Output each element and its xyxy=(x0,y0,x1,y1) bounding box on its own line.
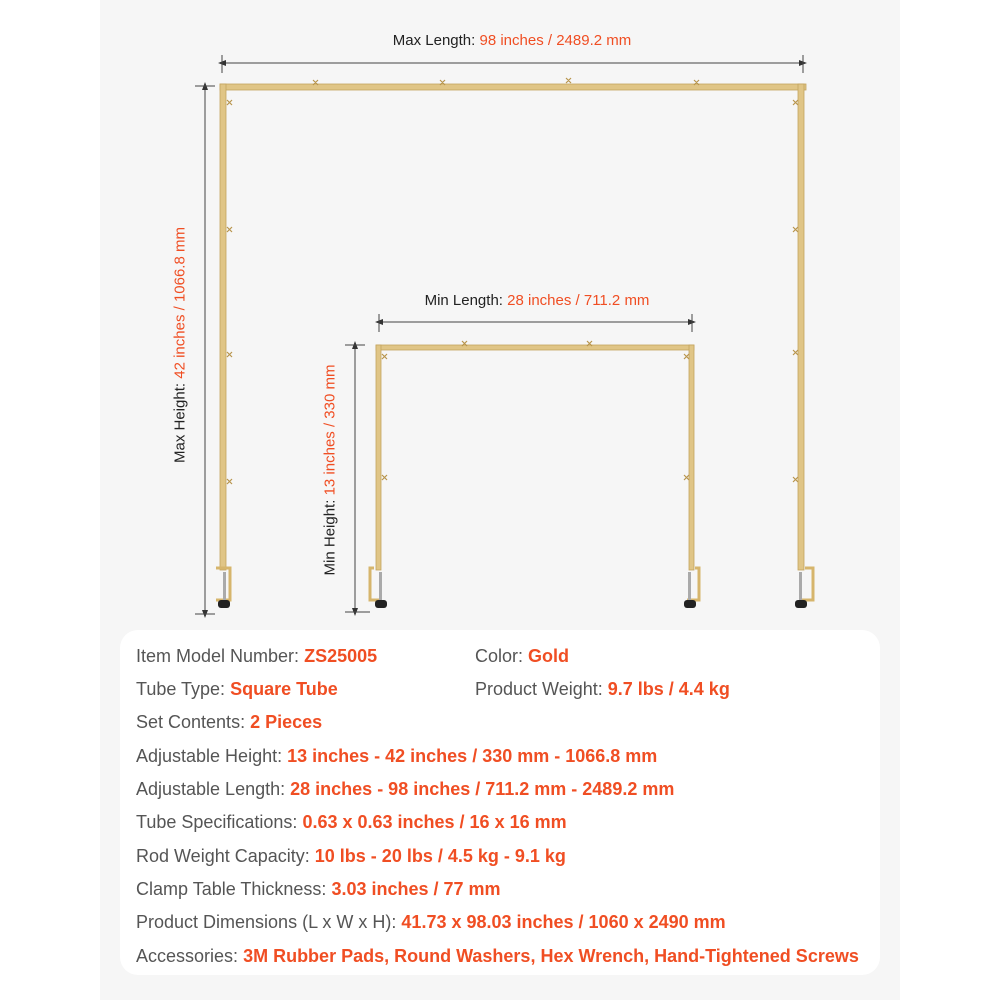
spec-tube-specifications: Tube Specifications: 0.63 x 0.63 inches / 16 x 16 mm xyxy=(136,812,567,832)
connector-screws xyxy=(227,78,798,484)
spec-clamp-thickness: Clamp Table Thickness: 3.03 inches / 77 mm xyxy=(136,879,501,899)
max-length-label: Max Length: 98 inches / 2489.2 mm xyxy=(392,32,632,49)
spec-accessories: Accessories: 3M Rubber Pads, Round Washers, Hex Wrench, Hand-Tightened Screws xyxy=(136,946,859,966)
min-height-label: Min Height: 13 inches / 330 mm xyxy=(321,364,339,576)
spec-product-dimensions: Product Dimensions (L x W x H): 41.73 x 98.03 inches / 1060 x 2490 mm xyxy=(136,912,726,932)
min-length-label: Min Length: 28 inches / 711.2 mm xyxy=(424,292,650,309)
spec-set-contents: Set Contents: 2 Pieces xyxy=(136,712,323,732)
spec-rod-capacity: Rod Weight Capacity: 10 lbs - 20 lbs / 4.5 kg - 9.1 kg xyxy=(136,846,566,866)
spec-adjustable-length: Adjustable Length: 28 inches - 98 inches / 711.2 mm - 2489.2 mm xyxy=(136,779,675,799)
spec-model: Item Model Number: ZS25005 xyxy=(136,646,378,666)
dimension-lines xyxy=(195,55,803,614)
spec-adjustable-height: Adjustable Height: 13 inches - 42 inches / 330 mm - 1066.8 mm xyxy=(136,746,658,766)
max-height-label: Max Height: 42 inches / 1066.8 mm xyxy=(171,227,189,463)
spec-color: Color: Gold xyxy=(475,646,570,666)
spec-weight: Product Weight: 9.7 lbs / 4.4 kg xyxy=(475,679,730,699)
small-frame xyxy=(376,345,694,570)
spec-tube-type: Tube Type: Square Tube xyxy=(136,679,338,699)
large-frame xyxy=(220,84,806,570)
clamps xyxy=(216,568,813,608)
